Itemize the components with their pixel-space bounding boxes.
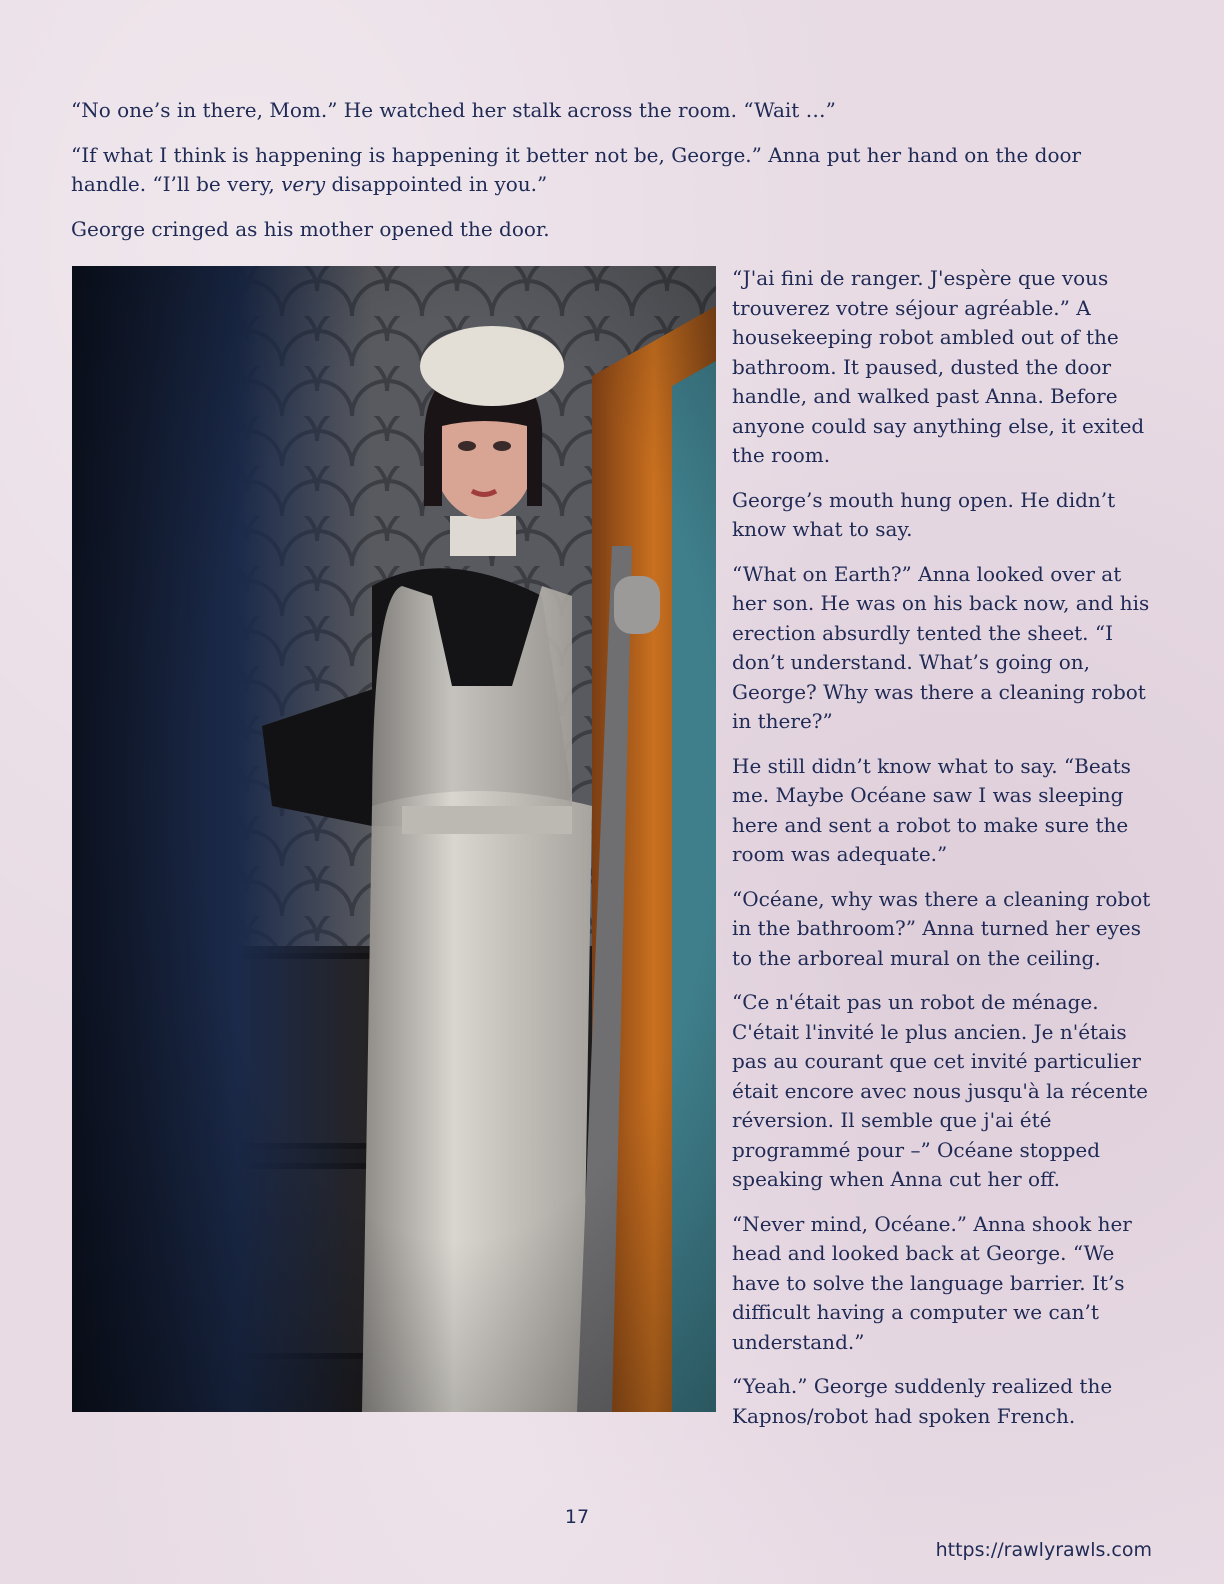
- paragraph: “J'ai fini de ranger. J'espère que vous trouverez votre séjour agréable.” A housekeeping robot ambled out of the bathroom. It paused, dusted the door handle, and walked past Anna. Before anyone could say anything else, it exited the room.: [732, 266, 1145, 467]
- paragraph: He still didn’t know what to say. “Beats me. Maybe Océane saw I was sleeping here and sent a robot to make sure the room was adequate.”: [732, 753, 1131, 866]
- paragraph: “Yeah.” George suddenly realized the Kapnos/robot had spoken French.: [732, 1374, 1113, 1428]
- paragraph: “Ce n'était pas un robot de ménage. C'était l'invité le plus ancien. Je n'étais pas au courant que cet invité particulier était encore avec nous jusqu'à la récente réversion. Il semble que j'ai été programmé pour –” Océane stopped speaking when Anna cut her off.: [732, 990, 1149, 1191]
- side-text-block: [732, 264, 1152, 1446]
- top-text-block: [71, 96, 1151, 260]
- footer-url-link[interactable]: https://rawlyrawls.com: [935, 1539, 1152, 1561]
- paragraph: George cringed as his mother opened the door.: [71, 217, 550, 241]
- paragraph-text: disappointed in you.”: [325, 172, 548, 196]
- paragraph: [71, 141, 1151, 199]
- paragraph: “What on Earth?” Anna looked over at her son. He was on his back now, and his erection absurdly tented the sheet. “I don’t understand. What’s going on, George? Why was there a cleaning robot in there?”: [732, 561, 1150, 733]
- page-number: 17: [564, 1506, 590, 1528]
- paragraph-text: “If what I think is happening is happening it better not be, George.” Anna put her hand on the door handle. “I’ll be very,: [71, 143, 1082, 196]
- paragraph: George’s mouth hung open. He didn’t know what to say.: [732, 487, 1116, 541]
- illustration-maid-robot: [72, 266, 716, 1412]
- emphasis-text: very: [281, 172, 326, 196]
- paragraph: “Océane, why was there a cleaning robot in the bathroom?” Anna turned her eyes to the arboreal mural on the ceiling.: [732, 886, 1151, 970]
- paragraph: “No one’s in there, Mom.” He watched her stalk across the room. “Wait …”: [71, 98, 836, 122]
- paragraph: “Never mind, Océane.” Anna shook her head and looked back at George. “We have to solve the language barrier. It’s difficult having a computer we can’t understand.”: [732, 1211, 1132, 1354]
